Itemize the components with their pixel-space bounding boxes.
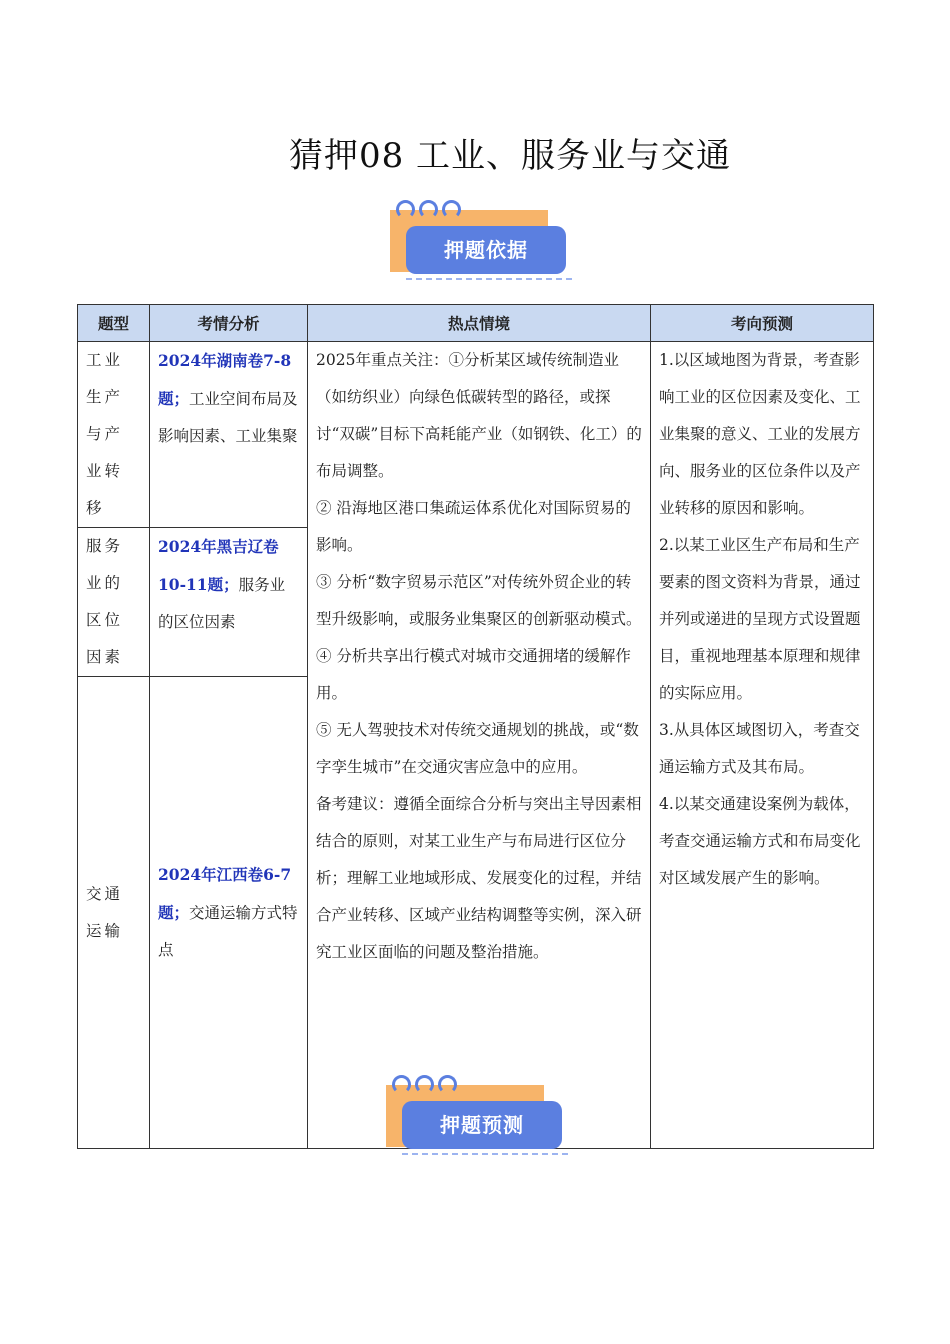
badge-label: 押题依据 — [406, 226, 566, 274]
table-row — [78, 342, 874, 528]
type-cell: 工业生产与产业转移 — [78, 342, 150, 528]
hotspot-item: 2025年重点关注：①分析某区域传统制造业（如纺织业）向绿色低碳转型的路径，或探讨“双碳”目标下高耗能产业（如钢铁、化工）的布局调整。 — [316, 351, 642, 480]
header-hotspot: 热点情境 — [308, 305, 651, 342]
type-cell: 服务业的区位因素 — [78, 528, 150, 677]
hotspot-item: ③ 分析“数字贸易示范区”对传统外贸企业的转型升级影响，或服务业集聚区的创新驱动模式。 — [316, 573, 642, 628]
exam-source: 2024年黑吉辽卷10-11题； — [158, 537, 279, 594]
type-cell: 交通运输 — [78, 677, 150, 1149]
table-header-row — [78, 305, 874, 342]
badge-underline — [406, 278, 572, 280]
prediction-item: 2.以某工业区生产布局和生产要素的图文资料为背景，通过并列或递进的呈现方式设置题目，重视地理基本原理和规律的实际应用。 — [659, 536, 861, 702]
hotspot-item: ② 沿海地区港口集疏运体系优化对国际贸易的影响。 — [316, 499, 631, 554]
exam-source: 2024年江西卷6-7题； — [158, 865, 292, 922]
exam-table — [77, 304, 874, 1149]
analysis-cell — [150, 342, 308, 528]
badge-underline — [402, 1153, 568, 1155]
hotspot-item: 备考建议：遵循全面综合分析与突出主导因素相结合的原则，对某工业生产与布局进行区位分析；理解工业地域形成、发展变化的过程，并结合产业转移、区域产业结构调整等实例，深入研究工业区面临的问题及整治措施。 — [316, 795, 642, 961]
ring-icon — [392, 1075, 461, 1098]
analysis-cell — [150, 677, 308, 1149]
badge-label: 押题预测 — [402, 1101, 562, 1149]
hotspot-cell — [308, 342, 651, 1149]
exam-topic: 工业空间布局及影响因素、工业集聚 — [158, 390, 298, 445]
ring-icon — [396, 200, 465, 223]
section-badge-basis — [384, 200, 574, 290]
prediction-item: 4.以某交通建设案例为载体，考查交通运输方式和布局变化对区域发展产生的影响。 — [659, 795, 861, 887]
hotspot-item: ④ 分析共享出行模式对城市交通拥堵的缓解作用。 — [316, 647, 631, 702]
exam-topic: 服务业的区位因素 — [158, 576, 286, 631]
analysis-cell — [150, 528, 308, 677]
section-badge-prediction — [380, 1075, 570, 1165]
page-title: 猜押08 工业、服务业与交通 — [288, 136, 732, 176]
prediction-item: 1.以区域地图为背景，考查影响工业的区位因素及变化、工业集聚的意义、工业的发展方向、服务业的区位条件以及产业转移的原因和影响。 — [659, 351, 861, 517]
hotspot-item: ⑤ 无人驾驶技术对传统交通规划的挑战，或“数字孪生城市”在交通灾害应急中的应用。 — [316, 721, 639, 776]
exam-topic: 交通运输方式特点 — [158, 904, 298, 959]
header-analysis: 考情分析 — [150, 305, 308, 342]
exam-source: 2024年湖南卷7-8题； — [158, 351, 292, 408]
header-prediction: 考向预测 — [651, 305, 874, 342]
header-type: 题型 — [78, 305, 150, 342]
prediction-cell — [651, 342, 874, 1149]
prediction-item: 3.从具体区域图切入，考查交通运输方式及其布局。 — [659, 721, 860, 776]
